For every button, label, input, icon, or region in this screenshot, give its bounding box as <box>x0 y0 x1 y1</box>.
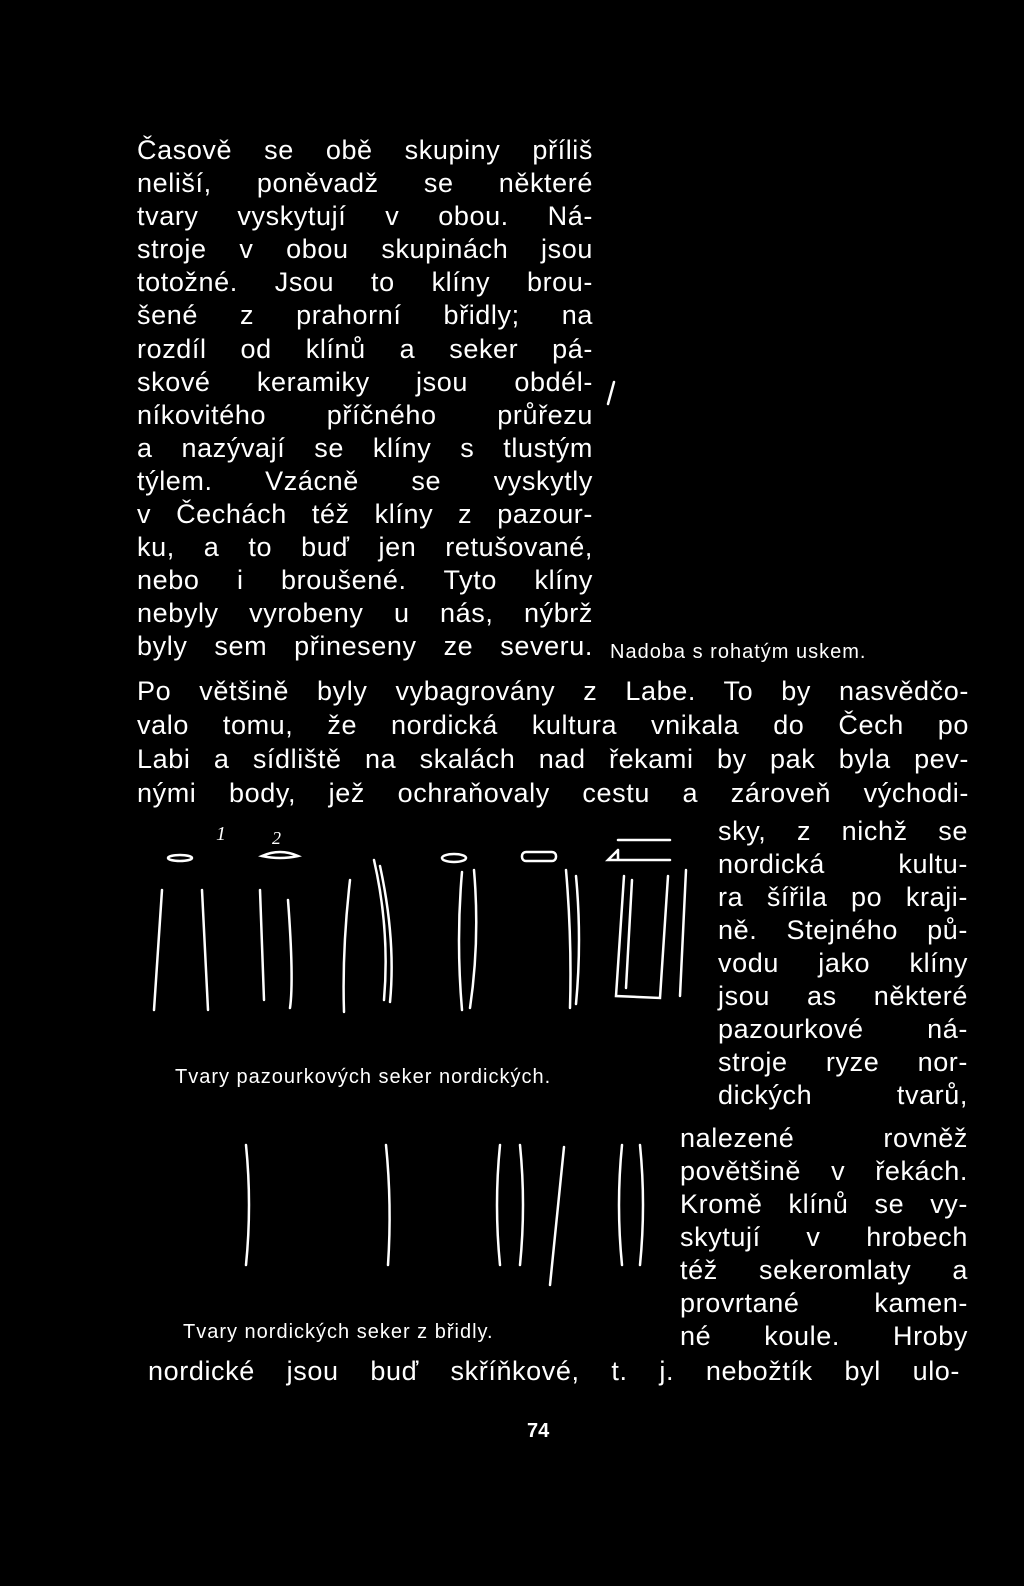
slate-axe-3 <box>497 1145 500 1265</box>
text-line: stroje ryze nor- <box>718 1047 968 1077</box>
text-line: a nazývají se klíny s tlustým <box>137 433 593 463</box>
text-line: stroje v obou skupinách jsou <box>137 234 593 264</box>
axe-3 <box>344 880 350 1012</box>
text-line: též sekeromlaty a <box>680 1255 968 1285</box>
axe-4 <box>459 872 462 1010</box>
figure-label-1: 1 <box>216 823 226 845</box>
text-line: totožné. Jsou to klíny brou- <box>137 267 593 297</box>
caption-vessel: Nadoba s rohatým uskem. <box>610 641 867 663</box>
text-line: nými body, jež ochraňovaly cestu a zároveň východi- <box>137 778 969 808</box>
text-line: sky, z nichž se <box>718 816 968 846</box>
text-line: v Čechách též klíny z pazour- <box>137 499 593 529</box>
axe-5 <box>566 870 571 1008</box>
text-line: ra šířila po kraji- <box>718 882 968 912</box>
text-line: vodu jako klíny <box>718 948 968 978</box>
text-line: ně. Stejného pů- <box>718 915 968 945</box>
text-line: skové keramiky jsou obdél- <box>137 367 593 397</box>
text-line: pazourkové ná- <box>718 1014 968 1044</box>
slate-axe-4 <box>550 1147 564 1285</box>
axe-1 <box>154 890 162 1010</box>
axe-6 <box>616 876 668 998</box>
axe-section-4 <box>522 852 556 861</box>
text-line: nalezené rovněž <box>680 1123 968 1153</box>
slash-mark-icon <box>604 378 618 408</box>
figure-label-2: 2 <box>272 828 281 848</box>
text-line: nordická kultu- <box>718 849 968 879</box>
text-line: byly sem přineseny ze severu. <box>137 631 593 661</box>
text-line: rozdíl od klínů a seker pá- <box>137 334 593 364</box>
text-line: Labi a sídliště na skalách nad řekami by pak byla pev- <box>137 744 969 774</box>
text-line: jsou as některé <box>718 981 968 1011</box>
text-line: Časově se obě skupiny příliš <box>137 135 593 165</box>
text-line: šené z prahorní břidly; na <box>137 300 593 330</box>
axe-2 <box>260 890 264 1000</box>
page-number: 74 <box>527 1420 550 1442</box>
text-line: né koule. Hroby <box>680 1321 968 1351</box>
text-line: provrtané kamen- <box>680 1288 968 1318</box>
text-line: dických tvarů, <box>718 1080 968 1110</box>
text-line: skytují v hrobech <box>680 1222 968 1252</box>
figure-flint-axes <box>140 820 700 1025</box>
text-line: nebo i broušené. Tyto klíny <box>137 565 593 595</box>
text-line: Po většině byly vybagrovány z Labe. To by nasvědčo- <box>137 676 969 706</box>
axe-section-5 <box>608 840 670 860</box>
axe-section-2 <box>262 852 298 858</box>
caption-figure-1: Tvary pazourkových seker nordických. <box>175 1066 552 1088</box>
text-line: týlem. Vzácně se vyskytly <box>137 466 593 496</box>
slate-axe-1 <box>246 1145 249 1265</box>
text-line: tvary vyskytují v obou. Ná- <box>137 201 593 231</box>
axe-section-3 <box>442 854 466 862</box>
text-line-last: nordické jsou buď skříňkové, t. j. nebožtík byl ulo- <box>148 1356 960 1386</box>
text-line: ku, a to buď jen retušované, <box>137 532 593 562</box>
axe-section-1 <box>168 855 192 861</box>
text-line: nebyly vyrobeny u nás, nýbrž <box>137 598 593 628</box>
figure-slate-axes <box>230 1135 660 1295</box>
text-line: povětšině v řekách. <box>680 1156 968 1186</box>
slate-axe-2 <box>386 1145 390 1265</box>
text-line: neliší, poněvadž se některé <box>137 168 593 198</box>
text-line: Kromě klínů se vy- <box>680 1189 968 1219</box>
text-line: valo tomu, že nordická kultura vnikala do Čech po <box>137 710 969 740</box>
text-line: níkovitého příčného průřezu <box>137 400 593 430</box>
slate-axe-5 <box>619 1145 622 1265</box>
caption-figure-2: Tvary nordických seker z břidly. <box>183 1321 494 1343</box>
